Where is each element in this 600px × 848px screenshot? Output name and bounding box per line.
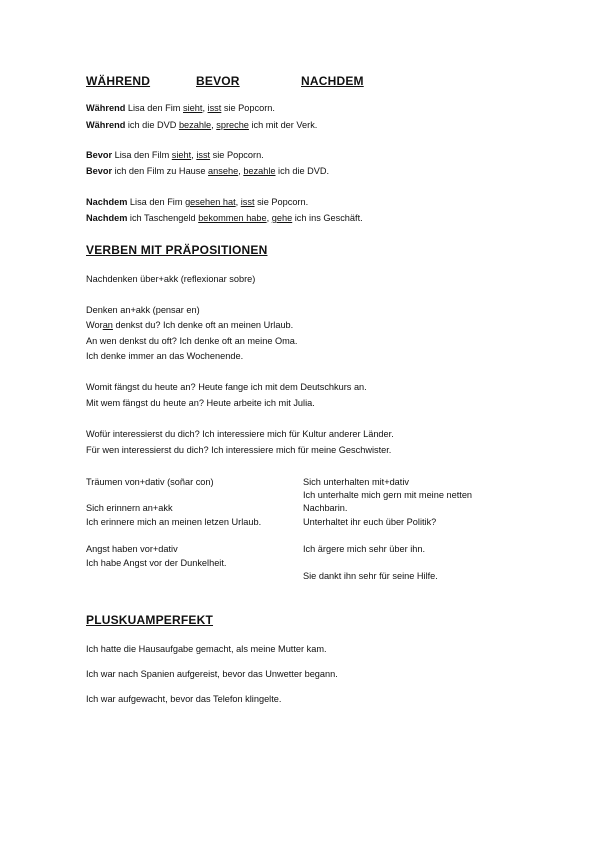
anfangen-line-2: Mit wem fängst du heute an? Heute arbeite ich mit Julia. — [86, 398, 315, 408]
bevor-line-2: Bevor ich den Film zu Hause ansehe, bezahle ich die DVD. — [86, 166, 330, 176]
heading-pluskuamperfekt: PLUSKUAMPERFEKT — [86, 613, 214, 627]
bevor-line-1: Bevor Lisa den Film sieht, isst sie Popcorn. — [86, 150, 264, 160]
angst-title: Angst haben vor+dativ — [86, 544, 178, 554]
plusquam-line-2: Ich war nach Spanien aufgereist, bevor das Unwetter begann. — [86, 669, 338, 679]
erinnern-example: Ich erinnere mich an meinen letzen Urlaub. — [86, 517, 262, 527]
anfangen-line-1: Womit fängst du heute an? Heute fange ich mit dem Deutschkurs an. — [86, 382, 367, 392]
denken-line-3: Ich denke immer an das Wochenende. — [86, 351, 244, 361]
traeumen-title: Träumen von+dativ (soñar con) — [86, 477, 214, 487]
denken-line-2: An wen denkst du oft? Ich denke oft an meine Oma. — [86, 336, 298, 346]
danken-line: Sie dankt ihn sehr für seine Hilfe. — [303, 571, 438, 581]
denken-line-1: Woran denkst du? Ich denke oft an meinen Urlaub. — [86, 320, 294, 330]
heading-waehrend: WÄHREND — [86, 74, 151, 88]
aergern-line: Ich ärgere mich sehr über ihn. — [303, 544, 426, 554]
nachdem-line-1: Nachdem Lisa den Fim gesehen hat, isst sie Popcorn. — [86, 197, 309, 207]
interessieren-line-1: Wofür interessierst du dich? Ich interessiere mich für Kultur anderer Länder. — [86, 429, 394, 439]
waehrend-line-2: Während ich die DVD bezahle, spreche ich mit der Verk. — [86, 120, 318, 130]
denken-title: Denken an+akk (pensar en) — [86, 305, 200, 315]
heading-bevor: BEVOR — [196, 74, 240, 88]
heading-nachdem: NACHDEM — [301, 74, 364, 88]
waehrend-line-1: Während Lisa den Fim sieht, isst sie Popcorn. — [86, 103, 275, 113]
unterhalten-example-2: Nachbarin. — [303, 503, 348, 513]
heading-verben-mit-praepositionen: VERBEN MIT PRÄPOSITIONEN — [86, 243, 268, 257]
nachdenken-line: Nachdenken über+akk (reflexionar sobre) — [86, 274, 256, 284]
angst-example: Ich habe Angst vor der Dunkelheit. — [86, 558, 227, 568]
plusquam-line-3: Ich war aufgewacht, bevor das Telefon klingelte. — [86, 694, 282, 704]
unterhalten-title: Sich unterhalten mit+dativ — [303, 477, 409, 487]
interessieren-line-2: Für wen interessierst du dich? Ich interessiere mich für meine Geschwister. — [86, 445, 392, 455]
erinnern-title: Sich erinnern an+akk — [86, 503, 173, 513]
unterhalten-example-3: Unterhaltet ihr euch über Politik? — [303, 517, 437, 527]
unterhalten-example-1: Ich unterhalte mich gern mit meine netten — [303, 490, 473, 500]
nachdem-line-2: Nachdem ich Taschengeld bekommen habe, gehe ich ins Geschäft. — [86, 213, 363, 223]
plusquam-line-1: Ich hatte die Hausaufgabe gemacht, als meine Mutter kam. — [86, 644, 327, 654]
